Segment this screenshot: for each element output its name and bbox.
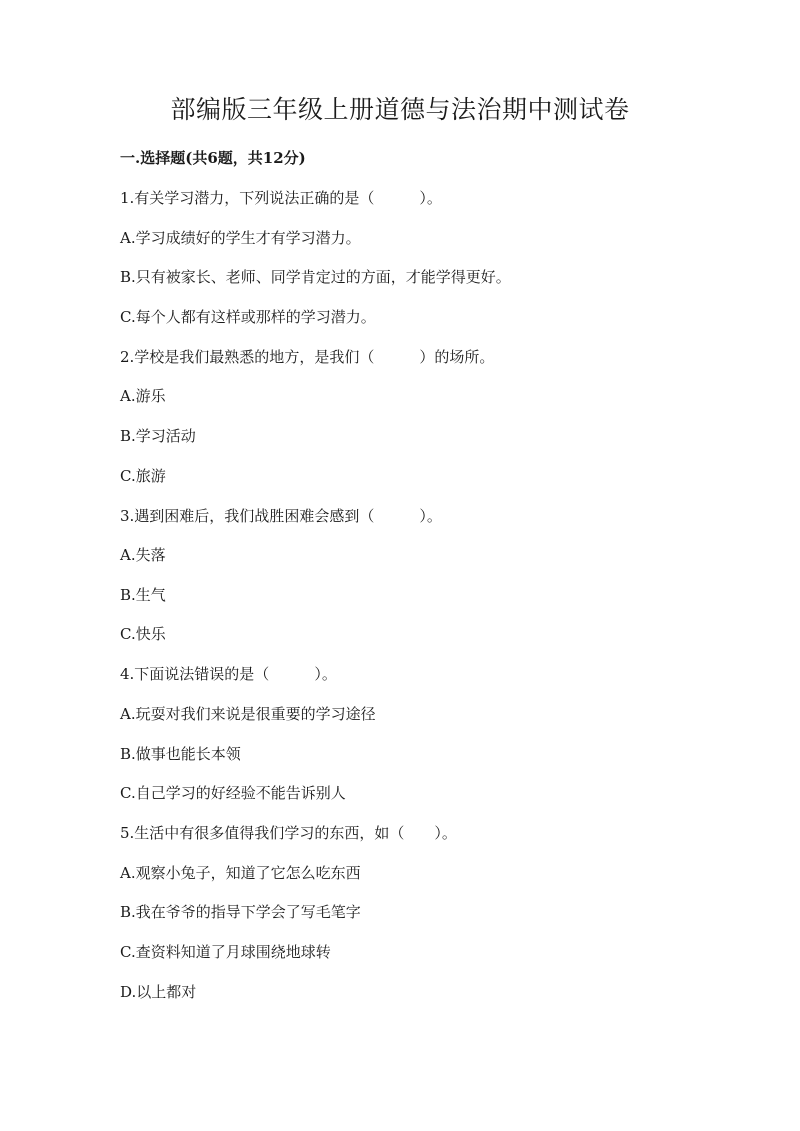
question-4-option-b: B.做事也能长本领 (120, 745, 241, 763)
question-2-option-a: A.游乐 (120, 387, 166, 405)
question-5-option-a: A.观察小兔子，知道了它怎么吃东西 (120, 864, 361, 882)
question-3-stem: 3.遇到困难后，我们战胜困难会感到（ ）。 (120, 507, 442, 525)
question-3-option-c: C.快乐 (120, 625, 166, 643)
question-4-option-c: C.自己学习的好经验不能告诉别人 (120, 784, 346, 802)
question-5-option-c: C.查资料知道了月球围绕地球转 (120, 943, 331, 961)
question-5-option-d: D.以上都对 (120, 983, 197, 1001)
question-4-option-a: A.玩耍对我们来说是很重要的学习途径 (120, 705, 376, 723)
question-1-option-b: B.只有被家长、老师、同学肯定过的方面，才能学得更好。 (120, 268, 511, 286)
question-5-stem: 5.生活中有很多值得我们学习的东西，如（ ）。 (120, 824, 457, 842)
question-4-stem: 4.下面说法错误的是（ ）。 (120, 665, 337, 683)
question-2-option-b: B.学习活动 (120, 427, 196, 445)
question-2-stem: 2.学校是我们最熟悉的地方，是我们（ ）的场所。 (120, 348, 495, 366)
section-heading: 一.选择题(共6题，共12分) (120, 149, 306, 167)
question-5-option-b: B.我在爷爷的指导下学会了写毛笔字 (120, 903, 361, 921)
exam-title: 部编版三年级上册道德与法治期中测试卷 (170, 95, 630, 124)
question-1-option-a: A.学习成绩好的学生才有学习潜力。 (120, 229, 361, 247)
question-1-option-c: C.每个人都有这样或那样的学习潜力。 (120, 308, 376, 326)
question-2-option-c: C.旅游 (120, 467, 166, 485)
question-1-stem: 1.有关学习潜力，下列说法正确的是（ ）。 (120, 189, 442, 207)
question-3-option-a: A.失落 (120, 546, 166, 564)
question-3-option-b: B.生气 (120, 586, 166, 604)
